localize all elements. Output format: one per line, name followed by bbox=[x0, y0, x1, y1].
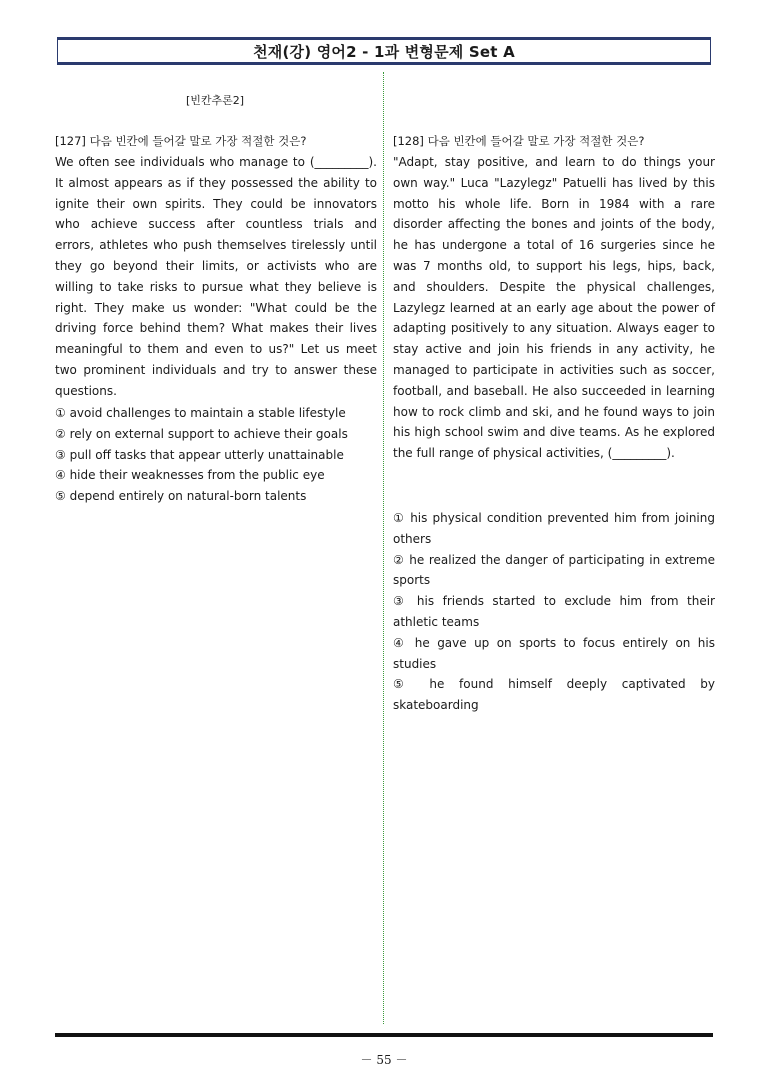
option-5[interactable]: ⑤ he found himself deeply captivated by skateboarding bbox=[393, 677, 715, 713]
question-127-passage: We often see individuals who manage to (_________). It almost appears as if they possessed the ability to ignite their own spirits. They could be innovators who achieve success after countless trials and errors, athletes who push themselves tirelessly until they go beyond their limits, or activists who are willing to take risks to pursue what they believe is right. They make us wonder: "What could be the driving force behind them? What makes their lives meaningful to them and even to us?" Let us meet two prominent individuals and try to answer these questions. bbox=[55, 155, 377, 398]
option-3[interactable]: ③ his friends started to exclude him from their athletic teams bbox=[393, 594, 715, 629]
option-5[interactable]: ⑤ depend entirely on natural-born talents bbox=[55, 489, 307, 504]
question-127-options bbox=[55, 403, 377, 507]
option-1[interactable]: ① his physical condition prevented him from joining others bbox=[393, 511, 715, 546]
option-2[interactable]: ② he realized the danger of participating in extreme sports bbox=[393, 552, 715, 588]
footer-rule bbox=[55, 1033, 713, 1037]
option-3[interactable]: ③ pull off tasks that appear utterly unattainable bbox=[55, 447, 344, 462]
question-128-heading: [128] 다음 빈칸에 들어갈 말로 가장 적절한 것은? bbox=[393, 134, 645, 148]
column-divider bbox=[383, 72, 384, 1024]
section-tag: [빈칸추론2] bbox=[186, 94, 245, 107]
page-title-text: 천재(강) 영어2 - 1과 변형문제 Set A bbox=[253, 42, 515, 61]
option-4[interactable]: ④ he gave up on sports to focus entirely on his studies bbox=[393, 635, 715, 671]
option-1[interactable]: ① avoid challenges to maintain a stable lifestyle bbox=[55, 406, 346, 420]
option-4[interactable]: ④ hide their weaknesses from the public eye bbox=[55, 468, 325, 483]
question-128-options bbox=[393, 508, 715, 716]
page-number: － 55 － bbox=[360, 1053, 408, 1067]
page-title bbox=[57, 37, 711, 65]
option-2[interactable]: ② rely on external support to achieve their goals bbox=[55, 426, 348, 441]
question-127-heading: [127] 다음 빈칸에 들어갈 말로 가장 적절한 것은? bbox=[55, 134, 307, 148]
question-128-passage: "Adapt, stay positive, and learn to do things your own way." Luca "Lazylegz" Patuelli has lived by this motto his whole life. Born in 1984 with a rare disorder affecting the bones and joints of the body, he has undergone a total of 16 surgeries since he was 7 months old, to support his legs, hips, back, and shoulders. Despite the physical challenges, Lazylegz learned at an early age about the power of adapting positively to any situation. Always eager to stay active and join his friends in any activity, he managed to participate in activities such as soccer, football, and baseball. He also succeeded in learning how to rock climb and ski, and he found ways to join his high school swim and dive teams. As he explored the full range of physical activities, (_________). bbox=[393, 155, 715, 461]
